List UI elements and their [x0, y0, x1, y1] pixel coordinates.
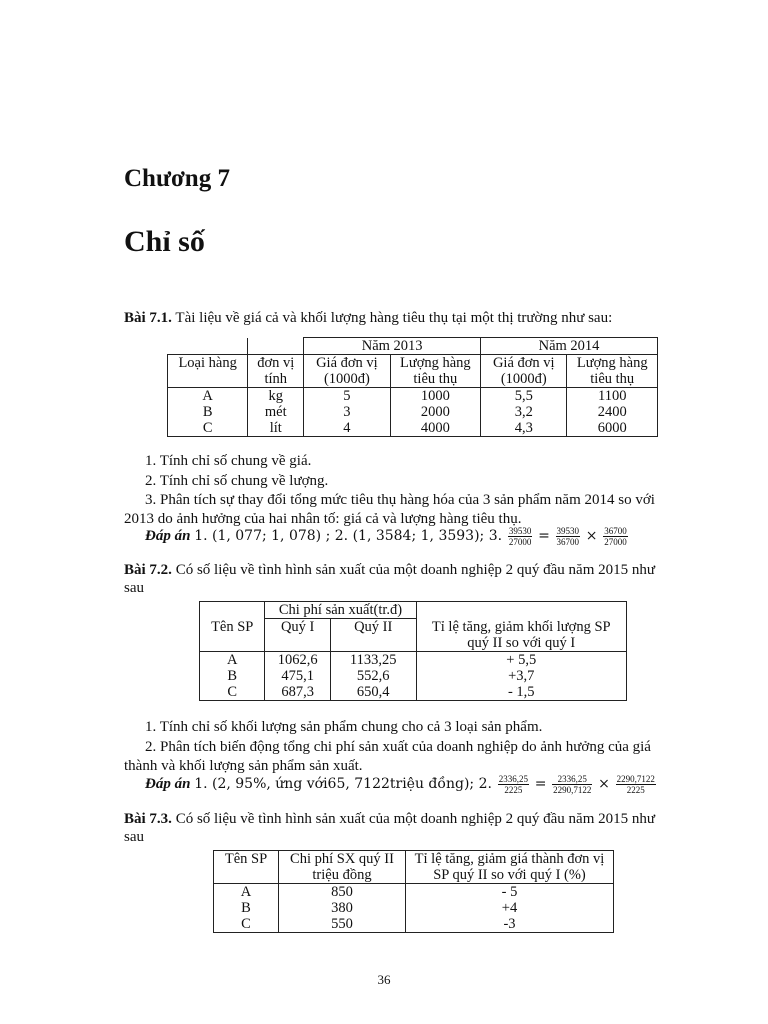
table-row	[214, 916, 614, 933]
table-cell: C	[200, 684, 265, 701]
table-cell: +3,7	[416, 668, 627, 684]
table-cell: A	[200, 651, 265, 668]
answer-7-2: Đáp án 1. (2, 95%, ứng với65, 7122triệu đồng); 2. $\frac{2336,25}{2225}$ = $\frac{2336,25}{2290,7122}$ × $\frac{2290,7122}{2225}$	[145, 774, 655, 795]
group-header: Chi phí sản xuất(tr.đ)	[265, 602, 416, 619]
table-cell: B	[168, 404, 248, 420]
page-number: 36	[377, 972, 391, 987]
table-row	[200, 668, 627, 684]
column-header: Tên SP	[214, 851, 279, 884]
table-cell: 380	[279, 900, 406, 916]
table-cell: 1100	[567, 388, 658, 405]
table-cell: 2400	[567, 404, 658, 420]
fraction: $\frac{2336,25}{2290,7122}$	[553, 774, 592, 795]
column-header: Giá đơn vị (1000đ)	[304, 355, 390, 388]
answer-7-1: Đáp án 1. (1, 077; 1, 078) ; 2. (1, 3584; 1, 3593); 3. $\frac{39530}{27000}$ = $\frac{39530}{36700}$ × $\frac{36700}{27000}$	[145, 526, 627, 547]
column-header: Lượng hàng tiêu thụ	[390, 355, 480, 388]
table-cell: -3	[406, 916, 614, 933]
table-cell: 5	[304, 388, 390, 405]
table-cell: - 1,5	[416, 684, 627, 701]
answer-text: 1. (2, 95%, ứng với65, 7122triệu đồng); 2.	[194, 775, 492, 792]
price-volume-table	[167, 337, 658, 437]
table-cell: 550	[279, 916, 406, 933]
table-cell: 687,3	[265, 684, 330, 701]
blank-cell	[248, 338, 304, 355]
blank-cell	[168, 338, 248, 355]
year-header: Năm 2013	[304, 338, 481, 355]
fraction: $\frac{39530}{36700}$	[556, 526, 580, 547]
table-cell: + 5,5	[416, 651, 627, 668]
table-row	[214, 884, 614, 901]
table-row	[168, 404, 658, 420]
table-cell: 1133,25	[330, 651, 416, 668]
table-cell: B	[214, 900, 279, 916]
table-cell: kg	[248, 388, 304, 405]
table-row	[200, 684, 627, 701]
question-2-cont: thành và khối lượng sản phẩm sản xuất.	[124, 758, 363, 774]
exercise-7-2-intro	[124, 561, 655, 579]
table-cell: 6000	[567, 420, 658, 437]
exercise-text: Có số liệu về tình hình sản xuất của một doanh nghiệp 2 quý đầu năm 2015 như	[175, 811, 655, 827]
answer-text: 1. (1, 077; 1, 078) ; 2. (1, 3584; 1, 3593); 3.	[194, 527, 503, 544]
table-cell: 475,1	[265, 668, 330, 684]
table-cell: A	[214, 884, 279, 901]
exercise-label: Bài 7.1.	[124, 310, 172, 326]
column-header: Quý I	[265, 619, 330, 652]
question-2: 2. Phân tích biến động tổng chi phí sản xuất của doanh nghiệp do ảnh hưởng của giá	[145, 739, 651, 755]
fraction: $\frac{2290,7122}{2225}$	[616, 774, 655, 795]
question-3-cont: 2013 do ảnh hưởng của hai nhân tố: giá cả và lượng hàng tiêu thụ.	[124, 511, 522, 527]
table-cell: 2000	[390, 404, 480, 420]
question-1: 1. Tính chỉ số khối lượng sản phẩm chung cho cả 3 loại sản phẩm.	[145, 719, 543, 735]
exercise-text: Tài liệu về giá cả và khối lượng hàng tiêu thụ tại một thị trường như sau:	[175, 310, 613, 326]
chapter-title: Chỉ số	[124, 225, 205, 258]
table-cell: - 5	[406, 884, 614, 901]
exercise-label: Bài 7.2.	[124, 562, 172, 578]
table-row	[200, 651, 627, 668]
table-cell: 4,3	[481, 420, 567, 437]
table-cell: 650,4	[330, 684, 416, 701]
year-header: Năm 2014	[481, 338, 658, 355]
table-cell: 552,6	[330, 668, 416, 684]
question-3: 3. Phân tích sự thay đổi tổng mức tiêu thụ hàng hóa của 3 sản phẩm năm 2014 so với	[145, 492, 655, 508]
table-cell: B	[200, 668, 265, 684]
blank-cell	[200, 602, 265, 619]
question-2: 2. Tính chỉ số chung về lượng.	[145, 473, 329, 489]
table-cell: lít	[248, 420, 304, 437]
table-cell: C	[168, 420, 248, 437]
blank-cell	[416, 602, 627, 619]
table-cell: C	[214, 916, 279, 933]
column-header: đơn vị tính	[248, 355, 304, 388]
table-cell: 4	[304, 420, 390, 437]
exercise-label: Bài 7.3.	[124, 811, 172, 827]
exercise-text: Có số liệu về tình hình sản xuất của một doanh nghiệp 2 quý đầu năm 2015 như	[175, 562, 655, 578]
table-cell: 4000	[390, 420, 480, 437]
table-cell: 1062,6	[265, 651, 330, 668]
column-header: Tên SP	[200, 619, 265, 652]
table-cell: 3	[304, 404, 390, 420]
column-header: Chi phí SX quý II triệu đồng	[279, 851, 406, 884]
column-header: Quý II	[330, 619, 416, 652]
column-header: Loại hàng	[168, 355, 248, 388]
table-cell: 1000	[390, 388, 480, 405]
column-header: Giá đơn vị (1000đ)	[481, 355, 567, 388]
table-row	[168, 388, 658, 405]
fraction: $\frac{39530}{27000}$	[508, 526, 532, 547]
exercise-7-1-intro	[124, 309, 612, 327]
column-header: Tỉ lệ tăng, giảm giá thành đơn vị SP quý II so với quý I (%)	[406, 851, 614, 884]
chapter-label: Chương 7	[124, 165, 230, 192]
exercise-7-3-intro-cont: sau	[124, 829, 144, 845]
table-row	[214, 900, 614, 916]
table-cell: +4	[406, 900, 614, 916]
production-cost-table	[199, 601, 627, 701]
fraction: $\frac{36700}{27000}$	[604, 526, 627, 547]
column-header: Tỉ lệ tăng, giảm khối lượng SP quý II so với quý I	[416, 619, 627, 652]
table-cell: A	[168, 388, 248, 405]
table-cell: 5,5	[481, 388, 567, 405]
table-row	[168, 420, 658, 437]
exercise-7-3-intro	[124, 810, 655, 828]
table-cell: mét	[248, 404, 304, 420]
question-1: 1. Tính chỉ số chung về giá.	[145, 453, 312, 469]
exercise-7-2-intro-cont: sau	[124, 580, 144, 596]
answer-label: Đáp án	[145, 775, 191, 792]
answer-label: Đáp án	[145, 527, 191, 544]
table-cell: 850	[279, 884, 406, 901]
production-price-table	[213, 850, 614, 933]
table-cell: 3,2	[481, 404, 567, 420]
fraction: $\frac{2336,25}{2225}$	[498, 774, 528, 795]
column-header: Lượng hàng tiêu thụ	[567, 355, 658, 388]
